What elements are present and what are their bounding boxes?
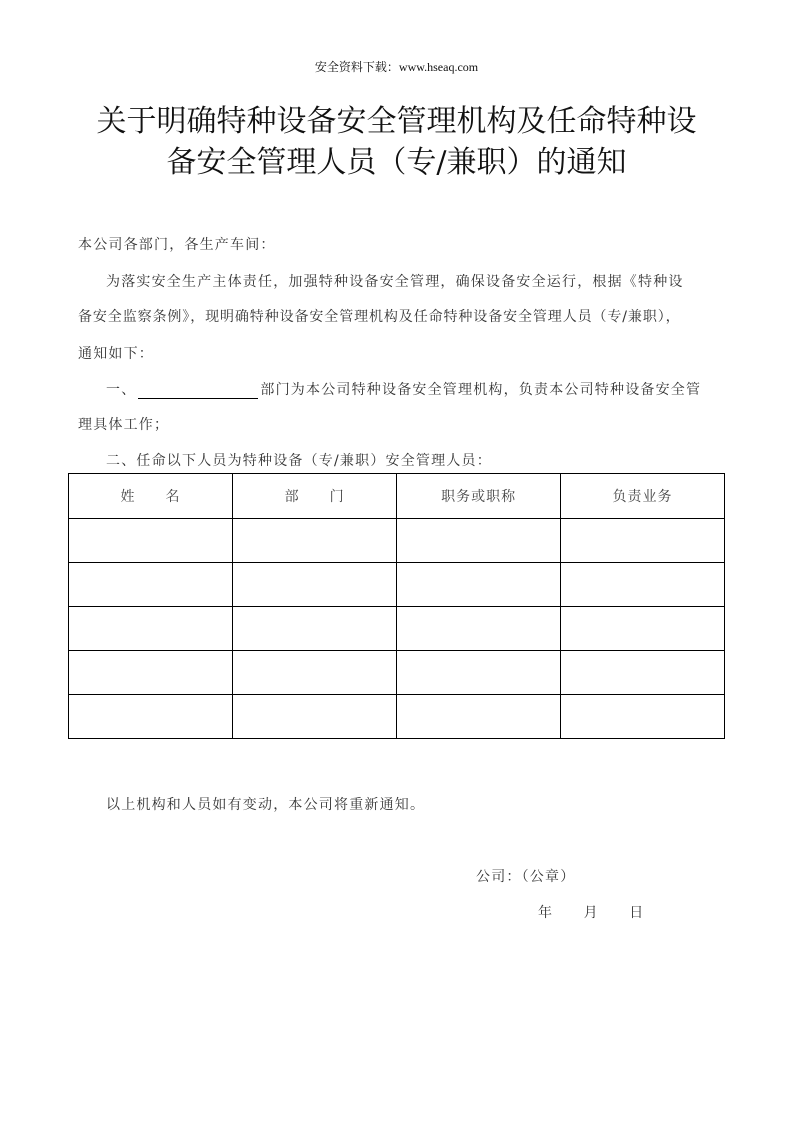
cell-position[interactable] bbox=[397, 695, 561, 739]
header-label: 安全资料下载： bbox=[314, 60, 399, 74]
table-row bbox=[69, 519, 725, 563]
cell-duty[interactable] bbox=[561, 563, 725, 607]
personnel-table bbox=[68, 473, 725, 739]
item-1 bbox=[106, 379, 701, 399]
salutation: 本公司各部门，各生产车间： bbox=[78, 237, 276, 253]
cell-department[interactable] bbox=[233, 519, 397, 563]
cell-name[interactable] bbox=[69, 695, 233, 739]
cell-position[interactable] bbox=[397, 563, 561, 607]
download-header bbox=[0, 58, 793, 75]
signature-company: 公司：（公章） bbox=[476, 869, 576, 885]
cell-department[interactable] bbox=[233, 563, 397, 607]
cell-name[interactable] bbox=[69, 651, 233, 695]
paragraph-line-2: 备安全监察条例》，现明确特种设备安全管理机构及任命特种设备安全管理人员（专/兼职）， bbox=[78, 309, 681, 325]
cell-department[interactable] bbox=[233, 695, 397, 739]
cell-name[interactable] bbox=[69, 563, 233, 607]
table-row bbox=[69, 651, 725, 695]
header-url[interactable]: www.hseaq.com bbox=[398, 60, 479, 74]
table-row bbox=[69, 563, 725, 607]
cell-position[interactable] bbox=[397, 651, 561, 695]
paragraph-line-3: 通知如下： bbox=[78, 346, 154, 362]
cell-duty[interactable] bbox=[561, 695, 725, 739]
cell-duty[interactable] bbox=[561, 607, 725, 651]
table-row bbox=[69, 695, 725, 739]
cell-position[interactable] bbox=[397, 607, 561, 651]
item-1-line-2: 理具体工作； bbox=[78, 417, 170, 433]
cell-duty[interactable] bbox=[561, 519, 725, 563]
header-department: 部 门 bbox=[233, 474, 397, 519]
cell-department[interactable] bbox=[233, 651, 397, 695]
document-title-line-1: 关于明确特种设备安全管理机构及任命特种设 bbox=[96, 104, 697, 139]
header-position: 职务或职称 bbox=[397, 474, 561, 519]
signature-date: 年 月 日 bbox=[538, 905, 645, 921]
cell-duty[interactable] bbox=[561, 651, 725, 695]
cell-name[interactable] bbox=[69, 519, 233, 563]
table-row bbox=[69, 607, 725, 651]
table-header-row bbox=[69, 474, 725, 519]
cell-name[interactable] bbox=[69, 607, 233, 651]
item-1-prefix: 一、 bbox=[106, 382, 137, 398]
cell-department[interactable] bbox=[233, 607, 397, 651]
closing-statement: 以上机构和人员如有变动，本公司将重新通知。 bbox=[106, 797, 426, 813]
document-title-line-2: 备安全管理人员（专/兼职）的通知 bbox=[166, 145, 627, 180]
header-name: 姓 名 bbox=[69, 474, 233, 519]
department-blank-field[interactable] bbox=[138, 384, 258, 399]
header-duty: 负责业务 bbox=[561, 474, 725, 519]
item-2: 二、任命以下人员为特种设备（专/兼职）安全管理人员： bbox=[106, 453, 492, 469]
cell-position[interactable] bbox=[397, 519, 561, 563]
item-1-suffix: 部门为本公司特种设备安全管理机构，负责本公司特种设备安全管 bbox=[260, 382, 702, 398]
paragraph-line-1: 为落实安全生产主体责任，加强特种设备安全管理，确保设备安全运行，根据《特种设 bbox=[106, 274, 684, 290]
